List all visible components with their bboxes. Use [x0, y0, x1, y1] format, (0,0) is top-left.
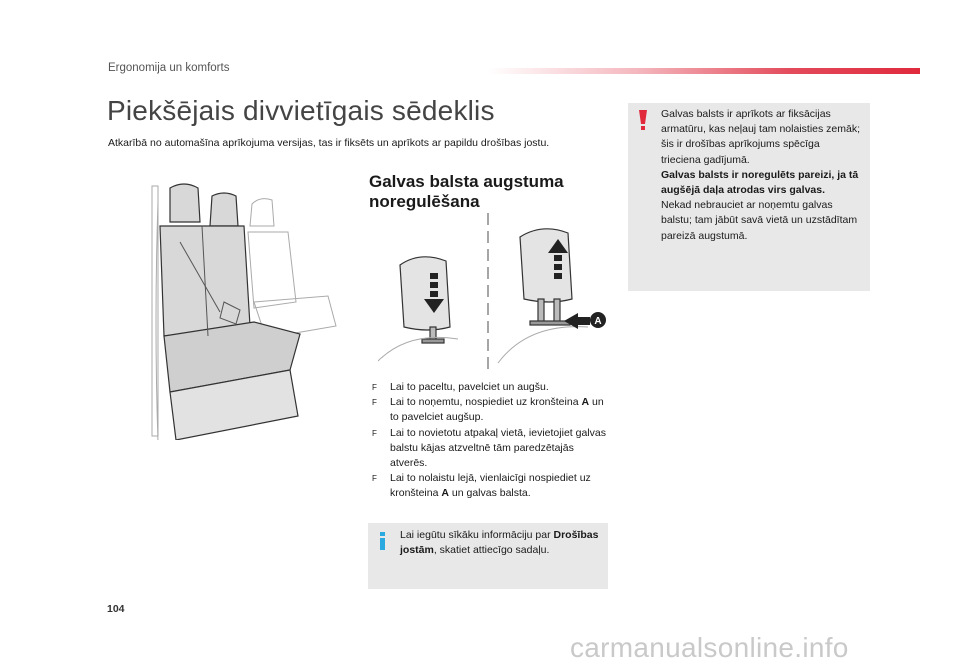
exclamation-icon [639, 110, 647, 137]
page-number: 104 [107, 603, 125, 615]
header-accent-bar [488, 68, 920, 74]
intro-text: Atkarībā no automašīna aprīkojuma versijas, tas ir fiksēts un aprīkots ar papildu drošības jostu. [108, 137, 550, 149]
list-item: F Lai to noņemtu, nospiediet uz kronšteina A un to pavelciet augšup. [372, 396, 604, 424]
seat-illustration [150, 182, 340, 440]
headrest-illustration [378, 213, 608, 369]
list-item: F Lai to paceltu, pavelciet un augšu. [372, 380, 612, 395]
subheading: Galvas balsta augstuma noregulēšana [369, 172, 564, 211]
warning-text: Galvas balsts ir aprīkots ar fiksācijas armatūru, kas neļauj tam nolaisties zemāk; šis ir drošības aprīkojums spēcīga trieciena gadījumā. Galvas balsts ir noregulēts pareizi, ja tā augšējā daļa atrodas virs galvas. Nekad nebrauciet ar noņemtu galvas balstu; tam jābūt savā vietā un uzstādītam pareizā augstumā. [661, 108, 861, 242]
step-marker: F [372, 428, 377, 438]
info-text: Lai iegūtu sīkāku informāciju par Drošības jostām, skatiet attiecīgo sadaļu. [400, 529, 599, 556]
figure-label: A [594, 316, 602, 327]
list-item: F Lai to novietotu atpakaļ vietā, ievietojiet galvas balstu kājas atzveltnē tām paredzētajās atverēs. [372, 426, 606, 470]
list-item: F Lai to nolaistu lejā, vienlaicīgi nospiediet uz kronšteina A un galvas balsta. [372, 472, 591, 500]
step-marker: F [372, 398, 377, 408]
step-list [372, 380, 612, 502]
watermark: carmanualsonline.info [570, 632, 849, 663]
section-title: Ergonomija un komforts [108, 62, 230, 74]
page-title: Piekšējais divvietīgais sēdeklis [107, 95, 495, 126]
info-icon [377, 532, 389, 550]
step-marker: F [372, 383, 377, 392]
step-marker: F [372, 474, 377, 484]
